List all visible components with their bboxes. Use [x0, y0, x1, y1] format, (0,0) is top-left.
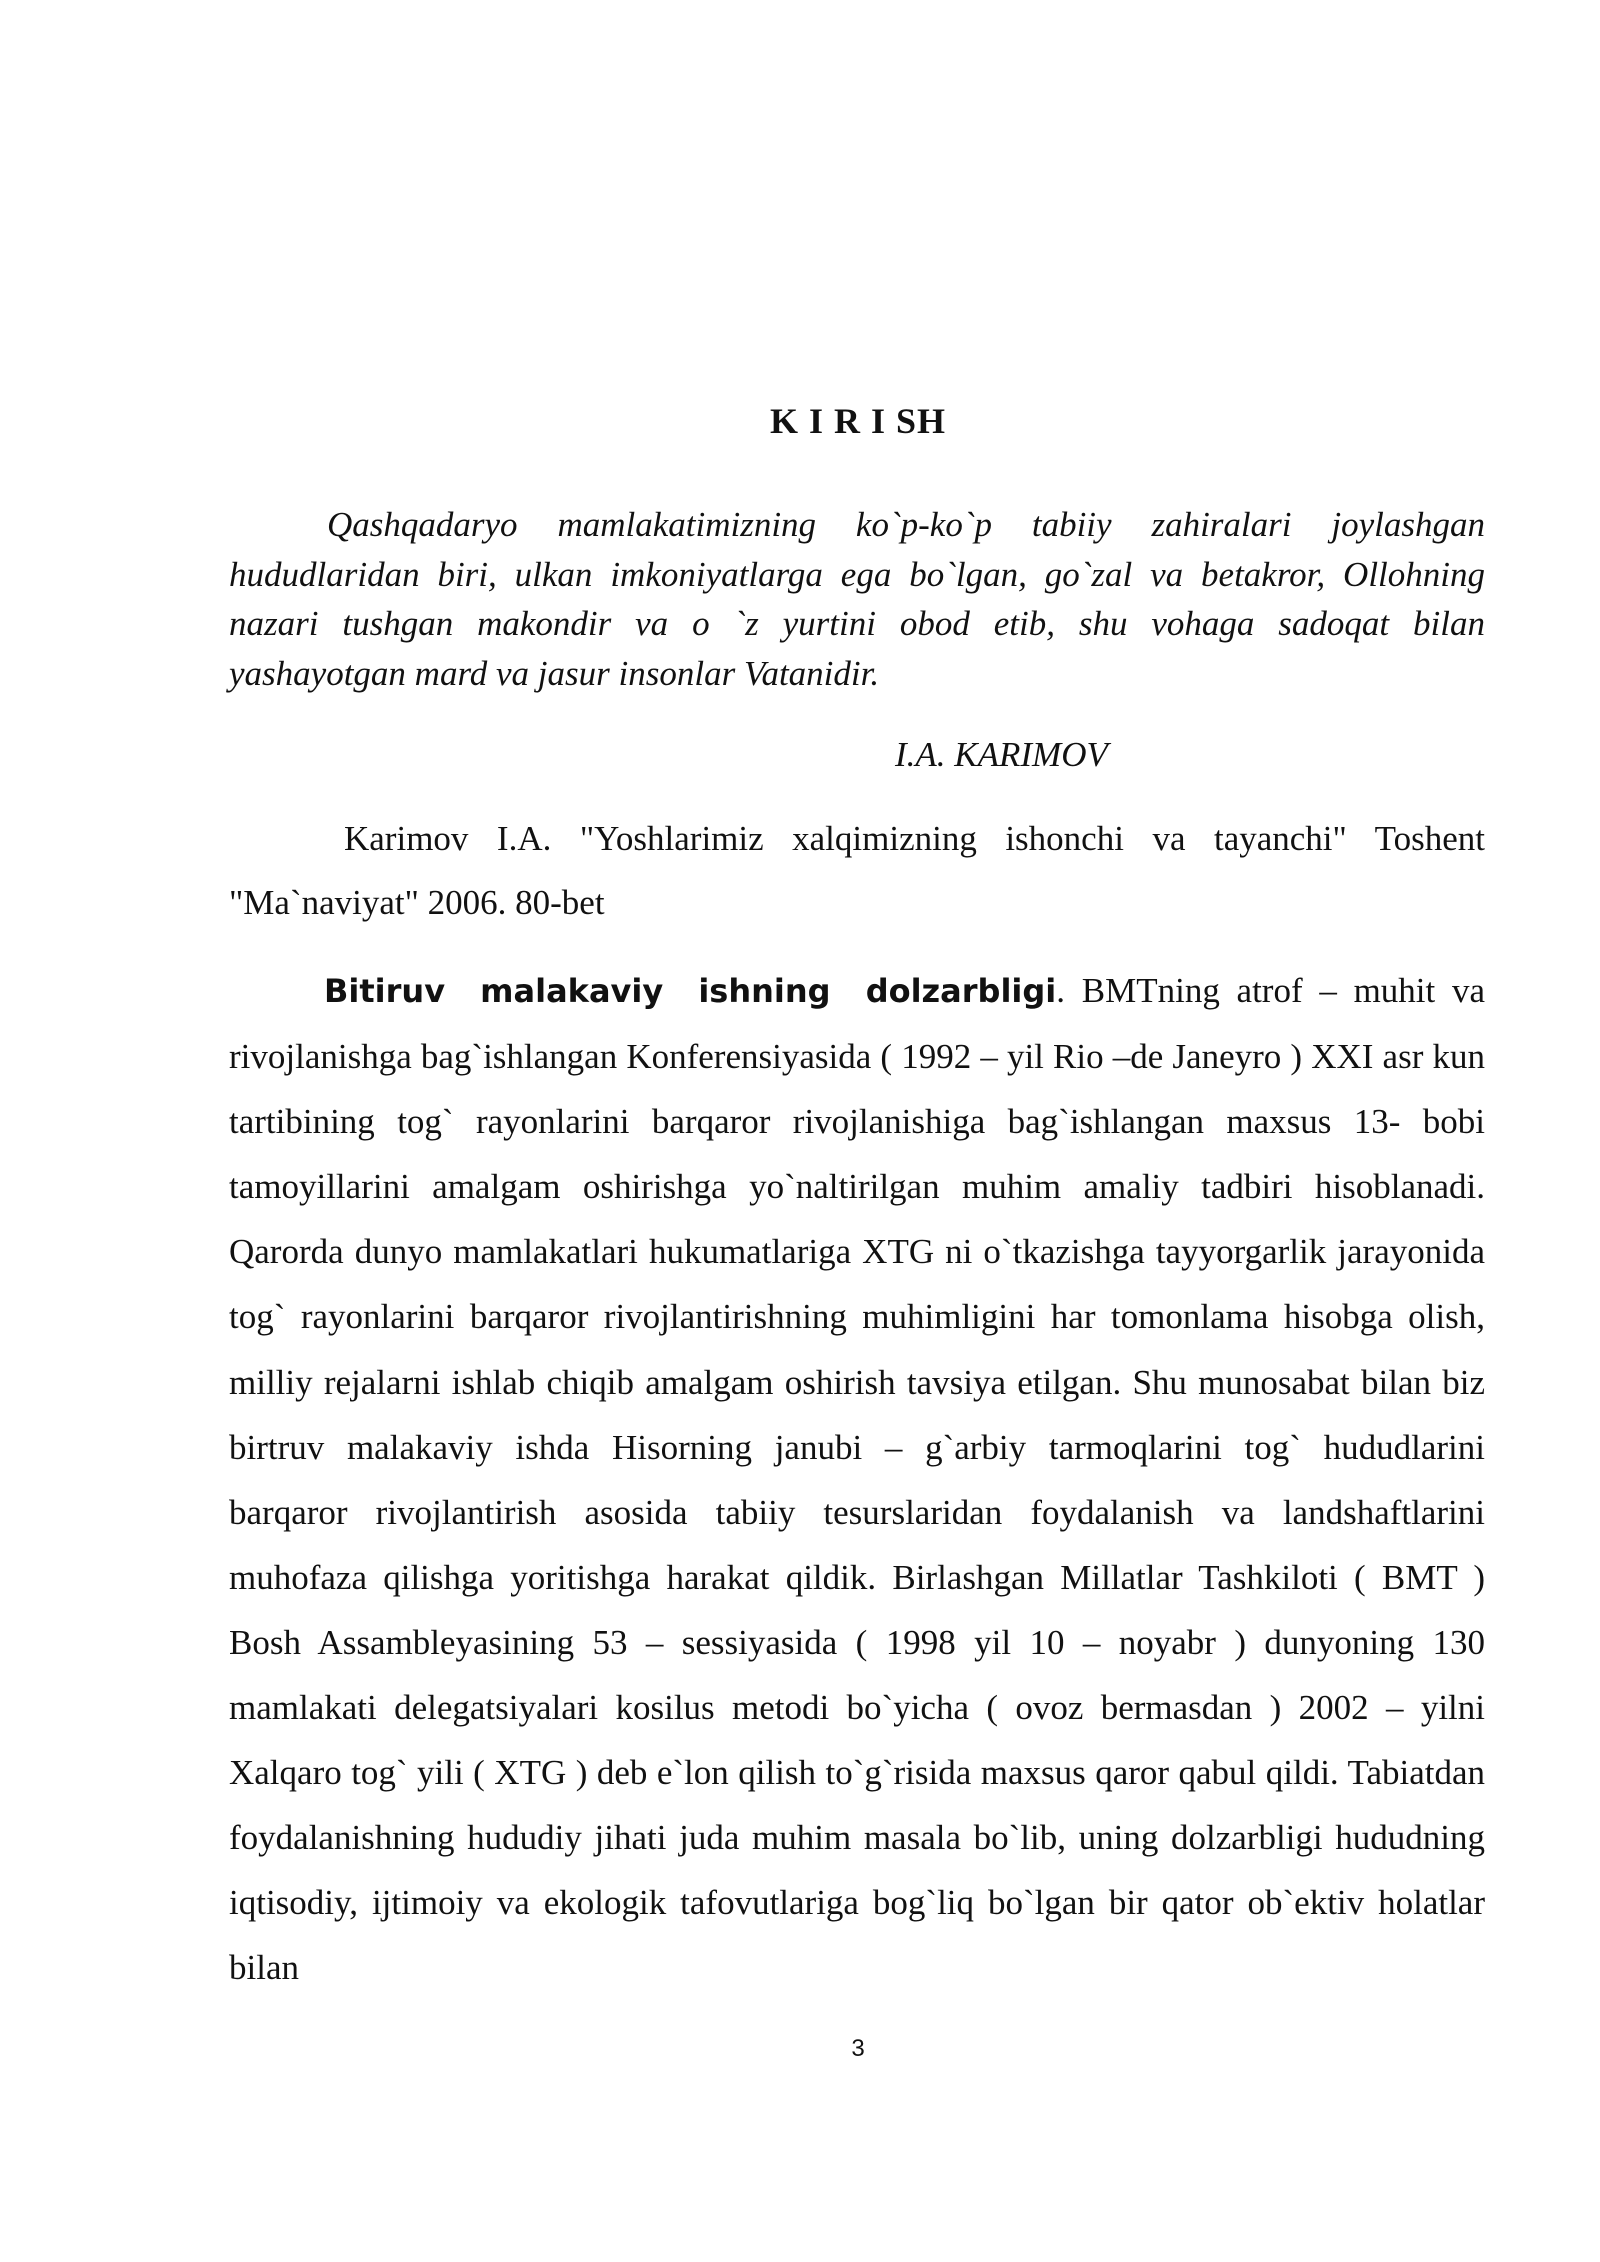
citation-reference: Karimov I.A. "Yoshlarimiz xalqimizning ishonchi va tayanchi" Toshent "Ma`naviyat" 2006. 80-bet: [229, 819, 1485, 922]
section-lead-heading: Bitiruv malakaviy ishning dolzarbligi: [324, 972, 1057, 1010]
page-number: 3: [851, 2035, 865, 2062]
epigraph-quote: Qashqadaryo mamlakatimizning ko`p-ko`p tabiiy zahiralari joylashgan hududlaridan biri, ulkan imkoniyatlarga ega bo`lgan, go`zal va betakror, Ollohning nazari tushgan makondir va o `z yurtini obod etib, shu vohaga sadoqat bilan yashayotgan mard va jasur insonlar Vatanidir.: [229, 505, 1485, 693]
page-title: K I R I SH: [769, 401, 947, 441]
section-body-text: . BMTning atrof – muhit va rivojlanishga bag`ishlangan Konferensiyasida ( 1992 – yil Rio –de Janeyro ) XXI asr kun tartibining tog` rayonlarini barqaror rivojlanishiga bag`ishlangan maxsus 13- bobi tamoyillarini amalgam oshirishga yo`naltirilgan muhim amaliy tadbiri hisoblanadi. Qarorda dunyo mamlakatlari hukumatlariga XTG ni o`tkazishga tayyorgarlik jarayonida tog` rayonlarini barqaror rivojlantirishning muhimligini har tomonlama hisobga olish, milliy rejalarni ishlab chiqib amalgam oshirish tavsiya etilgan. Shu munosabat bilan biz birtruv malakaviy ishda Hisorning janubi – g`arbiy tarmoqlarini tog` hududlarini barqaror rivojlantirish asosida tabiiy tesurslaridan foydalanish va landshaftlarini muhofaza qilishga yoritishga harakat qildik. Birlashgan Millatlar Tashkiloti ( BMT ) Bosh Assambleyasining 53 – sessiyasida ( 1998 yil 10 – noyabr ) dunyoning 130 mamlakati delegatsiyalari kosilus metodi bo`yicha ( ovoz bermasdan ) 2002 – yilni Xalqaro tog` yili ( XTG ) deb e`lon qilish to`g`risida maxsus qaror qabul qildi. Tabiatdan foydalanishning hududiy jihati juda muhim masala bo`lib, uning dolzarbligi hududning iqtisodiy, ijtimoiy va ekologik tafovutlariga bog`liq bo`lgan bir qator ob`ektiv holatlar bilan: [229, 971, 1485, 1988]
epigraph-author: I.A. KARIMOV: [895, 735, 1108, 774]
section-paragraph: [229, 958, 1485, 2001]
